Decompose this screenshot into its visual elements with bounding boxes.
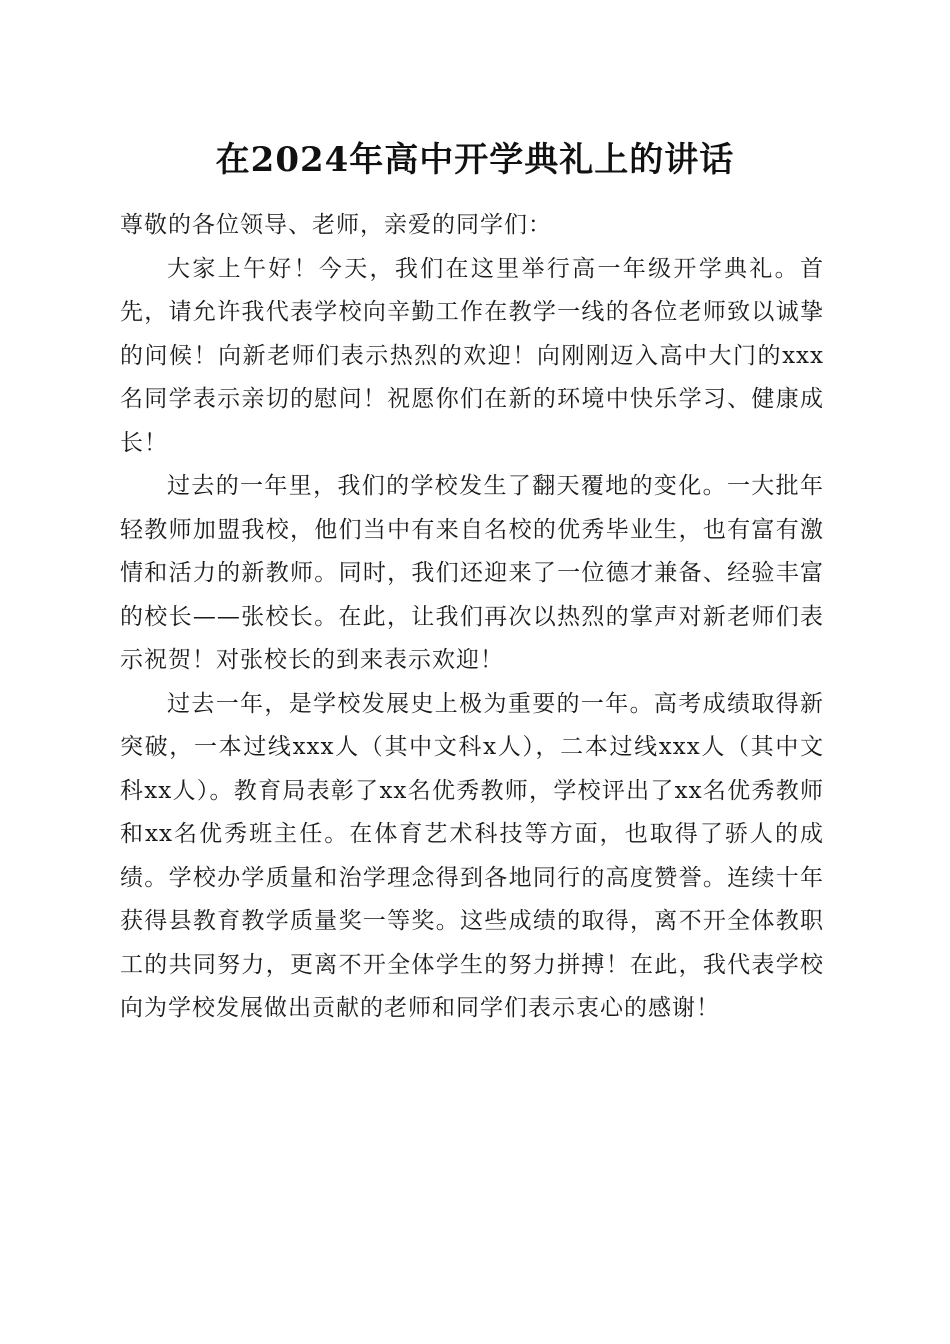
- salutation: 尊敬的各位领导、老师，亲爱的同学们：: [120, 212, 552, 238]
- document-title: 在2024年高中开学典礼上的讲话: [215, 140, 735, 180]
- paragraph-achievements: 过去一年，是学校发展史上极为重要的一年。高考成绩取得新突破，一本过线xxx人（其中文科x人），二本过线xxx人（其中文科xx人）。教育局表彰了xx名优秀教师，学校评出了xx名优秀教师和xx名优秀班主任。在体育艺术科技等方面，也取得了骄人的成绩。学校办学质量和治学理念得到各地同行的高度赞誉。连续十年获得县教育教学质量奖一等奖。这些成绩的取得，离不开全体教职工的共同努力，更离不开全体学生的努力拼搏！在此，我代表学校向为学校发展做出贡献的老师和同学们表示衷心的感谢！: [120, 690, 824, 1021]
- paragraph-past-year-changes: 过去的一年里，我们的学校发生了翻天覆地的变化。一大批年轻教师加盟我校，他们当中有来自名校的优秀毕业生，也有富有激情和活力的新教师。同时，我们还迎来了一位德才兼备、经验丰富的校长——张校长。在此，让我们再次以热烈的掌声对新老师们表示祝贺！对张校长的到来表示欢迎！: [120, 473, 824, 673]
- document-body: [120, 204, 824, 1031]
- paragraph-greeting: 大家上午好！今天，我们在这里举行高一年级开学典礼。首先，请允许我代表学校向辛勤工作在教学一线的各位老师致以诚挚的问候！向新老师们表示热烈的欢迎！向刚刚迈入高中大门的xxx名同学表示亲切的慰问！祝愿你们在新的环境中快乐学习、健康成长！: [120, 255, 824, 456]
